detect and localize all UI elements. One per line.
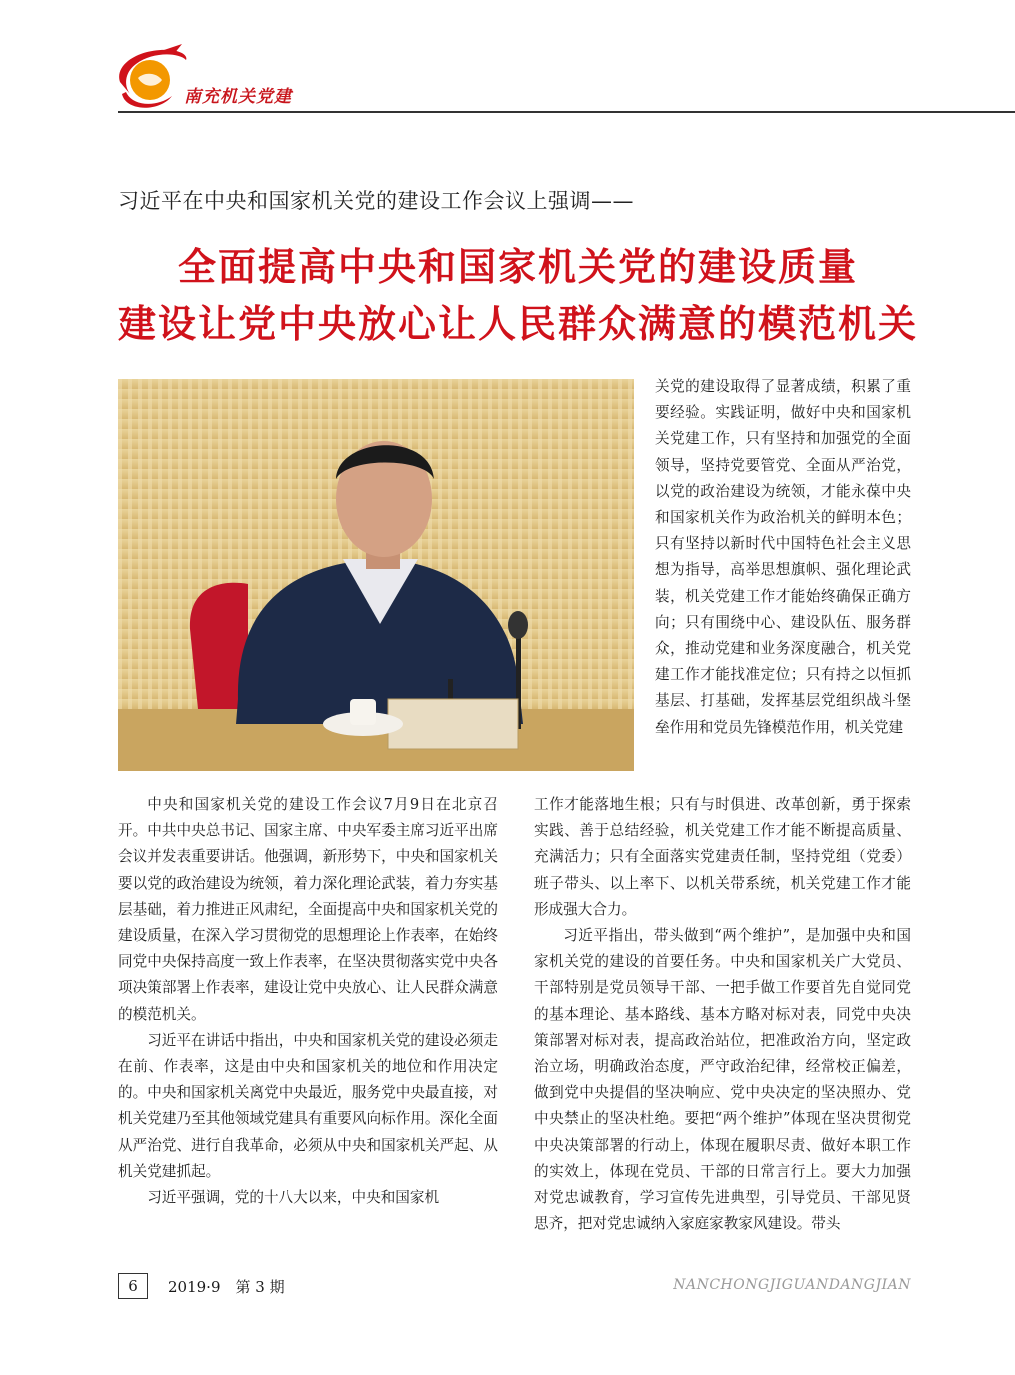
- body-right-column: [534, 792, 911, 1237]
- body-paragraph: 习近平强调，党的十八大以来，中央和国家机: [147, 1189, 440, 1207]
- page-number: 6: [118, 1273, 148, 1299]
- magazine-name: 南充机关党建: [184, 87, 292, 107]
- body-paragraph: 习近平在讲话中指出，中央和国家机关党的建设必须走在前、作表率，这是由中央和国家机关的地位和作用决定的。中央和国家机关离党中央最近，服务党中央最直接，对机关党建乃至其他领域党建具有重要风向标作用。深化全面从严治党、进行自我革命，必须从中央和国家机关严起、从机关党建抓起。: [118, 1031, 498, 1180]
- body-paragraph: 中央和国家机关党的建设工作会议7月9日在北京召开。中共中央总书记、国家主席、中央军委主席习近平出席会议并发表重要讲话。他强调，新形势下，中央和国家机关要以党的政治建设为统领，着力深化理论武装，着力夯实基层基础，着力推进正风肃纪，全面提高中央和国家机关党的建设质量，在深入学习贯彻党的思想理论上作表率，在始终同党中央保持高度一致上作表率，在坚决贯彻落实党中央各项决策部署上作表率，建设让党中央放心、让人民群众满意的模范机关。: [118, 796, 498, 1023]
- magazine-logo: [112, 42, 322, 116]
- body-paragraph: 工作才能落地生根；只有与时俱进、改革创新，勇于探索实践、善于总结经验，机关党建工作才能不断提高质量、充满活力；只有全面落实党建责任制，坚持党组（党委）班子带头、以上率下、以机关带系统，机关党建工作才能形成强大合力。: [534, 796, 911, 918]
- article-photo: [118, 379, 634, 771]
- header-divider: [118, 111, 1015, 113]
- article-title-line1: 全面提高中央和国家机关党的建设质量: [177, 244, 858, 289]
- article-kicker: 习近平在中央和国家机关党的建设工作会议上强调——: [118, 189, 634, 213]
- magazine-pinyin: NANCHONGJIGUANDANGJIAN: [673, 1277, 911, 1293]
- body-left-column: [118, 792, 498, 1211]
- body-paragraph: 关党的建设取得了显著成绩，积累了重要经验。实践证明，做好中央和国家机关党建工作，只有坚持和加强党的全面领导，坚持党要管党、全面从严治党，以党的政治建设为统领，才能永葆中央和国家机关作为政治机关的鲜明本色；只有坚持以新时代中国特色社会主义思想为指导，高举思想旗帜、强化理论武装，机关党建工作才能始终确保正确方向；只有围绕中心、建设队伍、服务群众，推动党建和业务深度融合，机关党建工作才能找准定位；只有持之以恒抓基层、打基础，发挥基层党组织战斗堡垒作用和党员先锋模范作用，机关党建: [655, 378, 911, 736]
- article-title-line2: 建设让党中央放心让人民群众满意的模范机关: [118, 301, 919, 346]
- body-paragraph: 习近平指出，带头做到“两个维护”，是加强中央和国家机关党的建设的首要任务。中央和国家机关广大党员、干部特别是党员领导干部、一把手做工作要首先自觉同党的基本理论、基本路线、基本方略对标对表，同党中央决策部署对标对表，提高政治站位，把准政治方向，坚定政治立场，明确政治态度，严守政治纪律，经常校正偏差，做到党中央提倡的坚决响应、党中央决定的坚决照办、党中央禁止的坚决杜绝。要把“两个维护”体现在坚决贯彻党中央决策部署的行动上，体现在履职尽责、做好本职工作的实效上，体现在党员、干部的日常言行上。要大力加强对党忠诚教育，学习宣传先进典型，引导党员、干部见贤思齐，把对党忠诚纳入家庭家教家风建设。带头: [534, 927, 911, 1233]
- logo-emblem-icon: [112, 42, 192, 116]
- issue-info: 2019·9 第 3 期: [168, 1278, 285, 1296]
- body-right-top: [655, 374, 911, 741]
